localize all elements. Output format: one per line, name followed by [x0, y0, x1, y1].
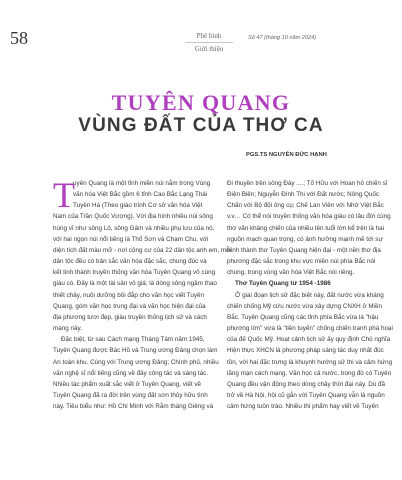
text-line: lãng mạn cách mạng. Văn học cả nước, trong đó có Tuyên	[227, 369, 392, 377]
text-line: mạng này.	[53, 325, 82, 333]
text-line: giàu có. Đây là một tài sản vô giá; là dòng sông ngầm thao	[53, 280, 217, 288]
text-line: thiết chảy, nuôi dưỡng bồi đắp cho văn học viết Tuyên	[53, 291, 205, 299]
section-tag-line-1: Phê bình	[196, 32, 222, 40]
text-line: chung, trong vùng văn hóa Việt Bắc nói riêng.	[227, 269, 355, 277]
text-line: văn hóa Việt Bắc gồm 6 tỉnh Cao Bắc Lạng Thái	[73, 191, 208, 199]
text-line: Tuyên Quang đã ra đời trên vùng đất sơn thủy hữu tình	[53, 391, 208, 399]
text-line: chiến chống Mỹ cứu nước vừa xây dựng CNXH ở Miền	[227, 302, 382, 310]
text-line: Đặc biệt, từ sau Cách mạng Tháng Tám năm 1945,	[61, 336, 205, 344]
text-line: uyên Quang là một tỉnh miền núi nằm trong Vùng	[73, 180, 211, 187]
article-title-line-2: VÙNG ĐẤT CỦA THƠ CA	[78, 115, 324, 136]
page-number: 58	[10, 28, 28, 48]
text-line: phương đặc sắc trong khu vực miền núi phía Bắc nói	[227, 258, 376, 266]
text-line: v.v… Có thể nói truyền thống văn hóa giàu có lâu đời cùng	[227, 213, 391, 221]
text-line: dân tộc đều có bản sắc văn hóa đặc sắc, chung đúc và	[53, 258, 207, 266]
text-line: của đế Quốc Mỹ. Hoạt cảnh lịch sử ấy quy định Chủ nghĩa	[227, 336, 391, 344]
text-line: nguồn mạch quan trọng, có ảnh hưởng mạnh mẽ tới sự	[227, 235, 383, 243]
article-title-line-1: TUYÊN QUANG	[111, 90, 291, 115]
text-line: Nam của Trần Quốc Vượng). Với địa hình nhiều núi sông	[53, 213, 213, 221]
text-line: phương lớn" vừa là "tiền tuyến" chống chiến tranh phá hoại	[227, 325, 393, 333]
text-line: với hai ngọn núi nổi tiếng là Thổ Sơn và Chạm Chu, với	[53, 235, 209, 243]
text-line: Nhiều tác phẩm xuất sắc viết ở Tuyên Quang, viết về	[53, 380, 201, 388]
text-line: thơ văn kháng chiến của nhiều tên tuổi lớn kể trên là hai	[227, 224, 385, 232]
text-line: diện tích đất màu mỡ - nơi cộng cư của 22 dân tộc anh em, mỗi	[53, 246, 232, 254]
text-line: cảm hứng tuôn trào. Nhiều thi phẩm hay viết về Tuyên	[227, 403, 379, 411]
text-line: Hiện thực XHCN là phương pháp sáng tác duy nhất đúc	[227, 347, 384, 355]
article-author: PGS.TS NGUYỄN ĐỨC HẠNH	[246, 152, 327, 158]
section-tag-divider	[185, 42, 233, 43]
text-line: địa phương tươi đẹp, giàu truyền thống lịch sử và cách	[53, 313, 207, 321]
text-line: Quang, góm văn học trung đại và văn học hiện đại của	[53, 302, 206, 310]
text-line: Tuyên Quang được Bác Hồ và Trung ương Đảng chọn làm	[53, 347, 218, 355]
text-line: Quang đều vận động theo dòng chảy thời đại này. Dù đã	[227, 380, 386, 388]
right-column	[227, 178, 392, 412]
text-line: Tuyên Hà (Theo giáo trình Cơ sở văn hóa Việt	[73, 202, 203, 210]
left-column	[53, 175, 232, 412]
text-line: hình thành thơ Tuyên Quang hiện đại - một nền thơ địa	[227, 246, 381, 254]
issue-label: Số 47 (tháng 10 năm 2024)	[248, 35, 317, 41]
text-line: văn nghệ sĩ nổi tiếng cũng về đây công tác và sáng tác.	[53, 369, 209, 377]
text-line: tồn, với hai đặc trưng là khuynh hướng sử thi và cảm hứng	[227, 358, 393, 366]
section-tag-line-2: Giới thiệu	[194, 45, 224, 53]
text-line: kết tinh thành truyền thống văn hóa Tuyên Quang vô cùng	[53, 269, 216, 277]
text-line: Ở giai đoạn lịch sử đặc biệt này, đất nước vừa kháng	[235, 291, 384, 299]
text-line: An toàn khu. Cùng với Trung ương Đảng; Chính phủ, nhiều	[53, 358, 219, 366]
text-line: Chấn với Bộ đội ông cụ; Chế Lan Viên với Nhớ Việt Bắc	[227, 202, 384, 210]
text-line: trở về Hà Nội, hội cũ gắn với Tuyên Quang vẫn là nguồn	[227, 391, 385, 399]
section-heading: Thơ Tuyên Quang từ 1954 -1986	[235, 280, 331, 288]
dropcap-paragraph	[53, 175, 221, 215]
text-line: này. Tiêu biểu như: Hồ Chí Minh với Rằm tháng Giêng và	[53, 403, 214, 411]
text-line: hùng vĩ như sông Lô, sông Gâm và nhiều phụ lưu của nó,	[53, 224, 215, 232]
dropcap-letter: T	[53, 175, 75, 215]
text-line: Điện Biên; Nguyễn Đình Thi với Đất nước; Nông Quốc	[227, 191, 380, 199]
text-line: Bắc. Tuyên Quang cũng các tỉnh phía Bắc vừa là "hậu	[227, 313, 379, 321]
text-line: Đi thuyền trên sông Đáy ....; Tố Hữu với Hoan hô chiến sĩ	[227, 180, 388, 187]
section-tag	[181, 31, 237, 54]
